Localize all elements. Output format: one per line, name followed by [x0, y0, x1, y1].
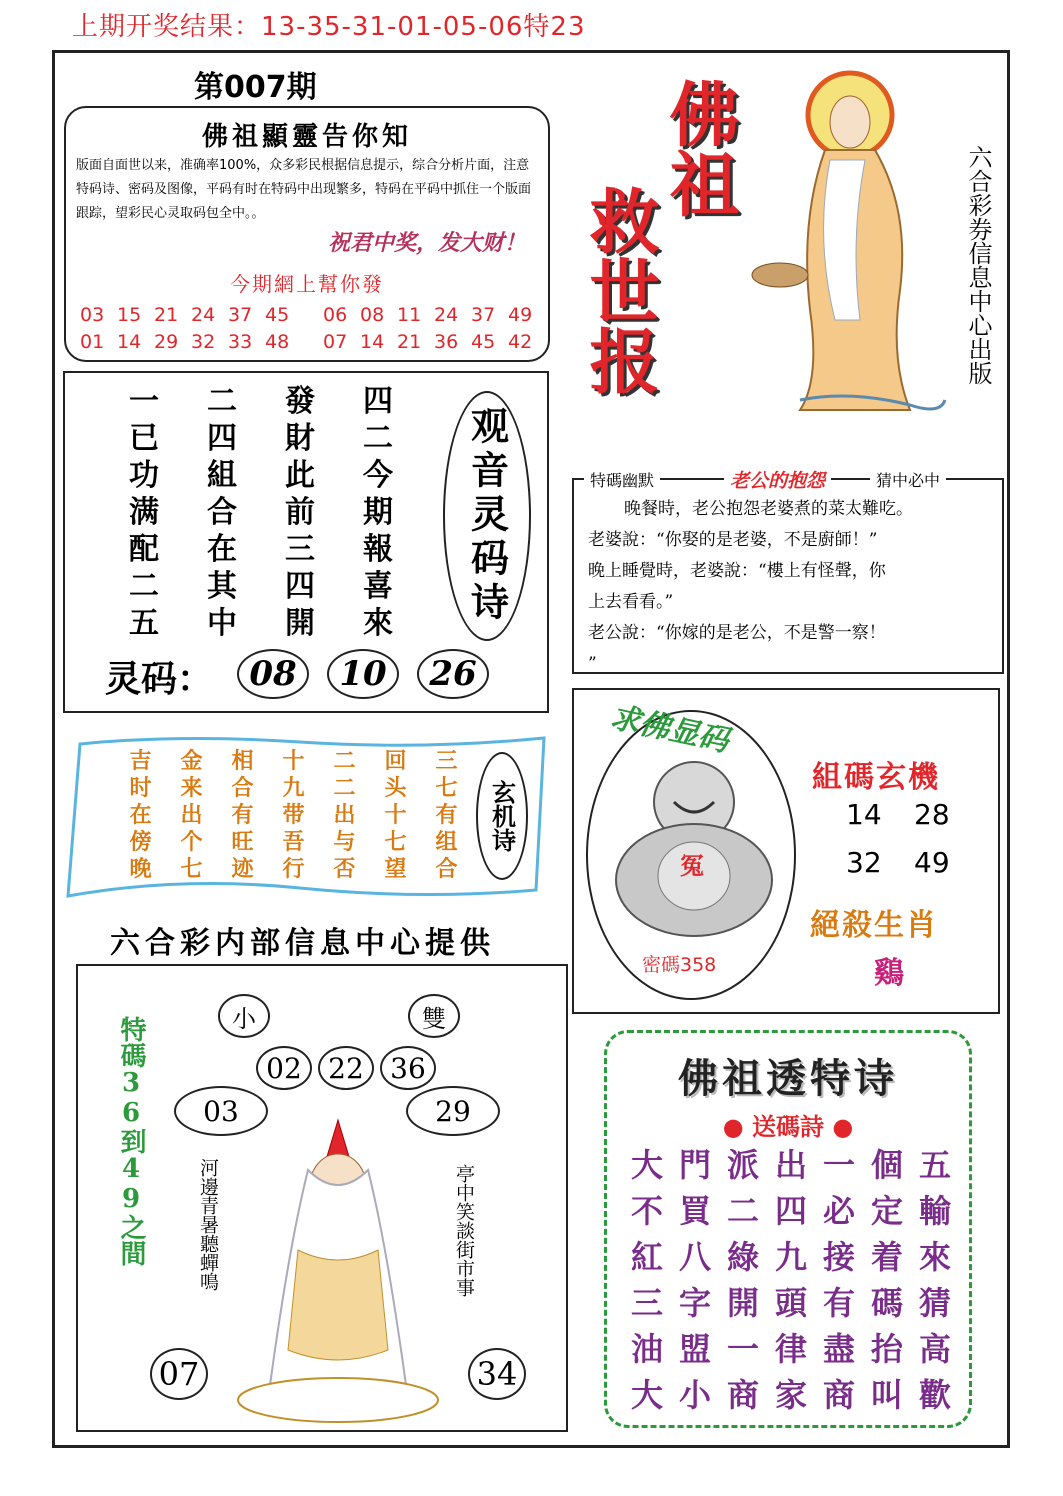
tou-te-char: 三: [630, 1284, 663, 1322]
notice-body: 版面自面世以来，准确率100%，众多彩民根据信息提示，综合分析片面，注意特码诗、密码及图像，平码有时在特码中出现繁多，特码在平码中抓住一个版面跟踪，望彩民心灵取码包全中。。: [76, 158, 532, 221]
poem-char: 一: [129, 384, 159, 419]
notice-title: 佛祖顯靈告你知: [201, 122, 412, 152]
poem-char: 報: [363, 532, 393, 567]
xuanji-char: 晚: [129, 856, 152, 882]
number: 24: [191, 304, 216, 326]
poem-char: 二: [207, 384, 237, 419]
tou-te-char: 派: [726, 1146, 759, 1184]
tou-te-char: 個: [870, 1146, 903, 1184]
tou-te-char: 綠: [726, 1238, 759, 1276]
xuanji-char: 吉: [129, 748, 152, 774]
xuanji-char: 回: [384, 748, 407, 774]
poem-grid: [105, 385, 417, 640]
xuanji-char: 相: [231, 748, 254, 774]
xuanji-column: [319, 748, 370, 883]
tou-te-char: 開: [726, 1284, 759, 1322]
number: 06: [323, 304, 348, 326]
xuanji-char: 七: [180, 856, 203, 882]
tou-te-char: 叫: [870, 1376, 903, 1414]
tou-te-char: 出: [774, 1146, 807, 1184]
humor-tag-right: 猜中必中: [870, 468, 946, 491]
verse-right: 亭中笑談街市事: [453, 1164, 475, 1297]
humor-line: 晚上睡覺時，老婆說：“樓上有怪聲，你: [588, 561, 886, 581]
xuanji-char: 有: [435, 802, 458, 828]
xuanji-char: 迹: [231, 856, 254, 882]
humor-title: 老公的抱怨: [724, 466, 831, 493]
poem-char: 組: [207, 458, 237, 493]
xuanji-column: [370, 748, 421, 883]
tou-te-char: 大: [630, 1146, 663, 1184]
number: 21: [397, 331, 422, 353]
tou-te-char: 八: [678, 1238, 711, 1276]
guanyin-poem-box: [63, 371, 549, 713]
poem-char: 二: [363, 421, 393, 456]
tou-te-char: 買: [678, 1192, 711, 1230]
small-label: 小: [218, 994, 270, 1038]
special-number: 29: [406, 1086, 500, 1136]
tou-te-char: 接: [822, 1238, 855, 1276]
tou-te-char: 一: [726, 1330, 759, 1368]
number: 32: [191, 331, 216, 353]
tou-te-char: 二: [726, 1192, 759, 1230]
xuanji-column: [217, 748, 268, 883]
guanyin-poem-label: 观音灵码诗: [443, 391, 531, 641]
lingma-number: 10: [327, 649, 399, 699]
poem-char: 前: [285, 495, 315, 530]
tou-te-char: 五: [918, 1146, 951, 1184]
xuanji-char: 时: [129, 775, 152, 801]
tou-te-title: 佛祖透特诗: [678, 1055, 898, 1102]
tou-te-char: 必: [822, 1192, 855, 1230]
help-numbers: [80, 302, 540, 356]
buddha-box: [572, 688, 1000, 1014]
help-numbers-row-1: [80, 302, 540, 329]
xuanji-char: 十: [282, 748, 305, 774]
number: 14: [117, 331, 142, 353]
number: 08: [360, 304, 385, 326]
tou-te-char: 輸: [918, 1192, 951, 1230]
number: 42: [508, 331, 533, 353]
notice-wish: 祝君中奖，发大财！: [327, 230, 526, 256]
lingma-number: 26: [417, 649, 489, 699]
lingma-number: 08: [237, 649, 309, 699]
number: 14: [360, 331, 385, 353]
poem-char: 三: [285, 532, 315, 567]
number: 36: [434, 331, 459, 353]
xuanji-char: 十: [384, 802, 407, 828]
publisher-text: 六合彩券信息中心出版: [964, 145, 992, 385]
humor-line: ”: [588, 654, 597, 674]
xuanji-char: 傍: [129, 829, 152, 855]
tou-te-char: 油: [630, 1330, 663, 1368]
tou-te-grid: [623, 1145, 959, 1415]
kill-title: 絕殺生肖: [810, 908, 938, 943]
poem-char: 合: [207, 495, 237, 530]
xuanji-char: 合: [231, 775, 254, 801]
verse-left: 河邊青暑聽蟬鳴: [197, 1158, 219, 1291]
xuanji-column: [166, 748, 217, 883]
poem-char: 四: [363, 384, 393, 419]
last-result: 上期开奖结果：13-35-31-01-05-06特23: [72, 12, 586, 42]
xuanji-char: 吾: [282, 829, 305, 855]
tou-te-char: 四: [774, 1192, 807, 1230]
xuanji-label: 玄机诗: [476, 752, 528, 880]
poem-char: 喜: [363, 569, 393, 604]
number: 48: [265, 331, 290, 353]
humor-line: 上去看看。”: [588, 592, 674, 612]
tou-te-char: 來: [918, 1238, 951, 1276]
number: 37: [471, 304, 496, 326]
special-number: 02: [256, 1046, 312, 1090]
xuanji-char: 头: [384, 775, 407, 801]
buddha-stamp: 冤: [680, 851, 704, 880]
xuanji-column: [421, 748, 472, 883]
poem-char: 在: [207, 532, 237, 567]
number: 21: [154, 304, 179, 326]
poem-char: 已: [129, 421, 159, 456]
number: 49: [508, 304, 533, 326]
poem-char: 五: [129, 606, 159, 641]
special-box: [76, 964, 568, 1432]
number: 24: [434, 304, 459, 326]
tou-te-char: 抬: [870, 1330, 903, 1368]
xuanji-char: 有: [231, 802, 254, 828]
buddha-code: 密碼358: [642, 954, 717, 976]
special-number: 34: [468, 1348, 526, 1400]
xuanji-char: 否: [333, 856, 356, 882]
humor-line: 老婆說：“你娶的是老婆，不是廚師！”: [588, 530, 878, 550]
tou-te-char: 大: [630, 1376, 663, 1414]
tou-te-char: 歡: [918, 1376, 951, 1414]
xuanji-char: 金: [180, 748, 203, 774]
lingma-label: 灵码：: [105, 658, 214, 700]
number: 01: [80, 331, 105, 353]
xuanji-char: 二: [333, 775, 356, 801]
combo-number: 49: [914, 846, 950, 879]
tou-te-char: 九: [774, 1238, 807, 1276]
xuanji-char: 二: [333, 748, 356, 774]
tou-te-char: 定: [870, 1192, 903, 1230]
special-number: 03: [174, 1086, 268, 1136]
xuanji-char: 来: [180, 775, 203, 801]
special-number: 07: [150, 1348, 208, 1400]
poem-char: 此: [285, 458, 315, 493]
xuanji-char: 组: [435, 829, 458, 855]
tou-te-char: 字: [678, 1284, 711, 1322]
xuanji-column: [268, 748, 319, 883]
poem-char: 配: [129, 532, 159, 567]
masthead-title-1: 佛祖: [658, 78, 741, 218]
number: 07: [323, 331, 348, 353]
combo-number: 14: [846, 798, 882, 831]
xuanji-char: 与: [333, 829, 356, 855]
xuanji-char: 带: [282, 802, 305, 828]
tou-te-sub-text: 送碼詩: [752, 1112, 824, 1141]
poem-char: 四: [207, 421, 237, 456]
tou-te-char: 小: [678, 1376, 711, 1414]
combo-number: 32: [846, 846, 882, 879]
xuanji-char: 旺: [231, 829, 254, 855]
special-range: 特碼36到49之間: [116, 1016, 146, 1266]
xuanji-char: 行: [282, 856, 305, 882]
number: 45: [471, 331, 496, 353]
poem-char: 開: [285, 606, 315, 641]
xuanji-char: 出: [180, 802, 203, 828]
tou-te-char: 商: [822, 1376, 855, 1414]
number: 33: [228, 331, 253, 353]
special-number: 36: [380, 1046, 436, 1090]
poem-char: 四: [285, 569, 315, 604]
notice-box: [64, 106, 550, 362]
poem-char: 功: [129, 458, 159, 493]
masthead-title-2: 救世报: [578, 185, 661, 395]
special-number: 22: [318, 1046, 374, 1090]
xuanji-column: [115, 748, 166, 883]
tou-te-char: 盟: [678, 1330, 711, 1368]
xuanji-grid: [115, 748, 472, 883]
provider-text: 六合彩内部信息中心提供: [110, 926, 495, 961]
humor-box: [572, 470, 1004, 674]
guanyin-standing-image: [740, 60, 950, 420]
tou-te-box: [604, 1030, 972, 1428]
humor-text: [588, 494, 994, 680]
tou-te-char: 律: [774, 1330, 807, 1368]
kill-zodiac: 鷄: [874, 956, 904, 991]
tou-te-char: 家: [774, 1376, 807, 1414]
guanyin-seated-image: [228, 1100, 448, 1430]
xuanji-char: 三: [435, 748, 458, 774]
help-numbers-row-2: [80, 329, 540, 356]
tou-te-char: 門: [678, 1146, 711, 1184]
number: 29: [154, 331, 179, 353]
number: 45: [265, 304, 290, 326]
combo-number: 28: [914, 798, 950, 831]
combo-title: 組碼玄機: [812, 760, 940, 795]
xuanji-char: 七: [384, 829, 407, 855]
xuanji-char: 在: [129, 802, 152, 828]
buddha-title: 求佛显码: [606, 699, 732, 760]
xuanji-char: 个: [180, 829, 203, 855]
tou-te-char: 一: [822, 1146, 855, 1184]
tou-te-char: 不: [630, 1192, 663, 1230]
xuanji-char: 望: [384, 856, 407, 882]
tou-te-char: 紅: [630, 1238, 663, 1276]
humor-line: 老公說：“你嫁的是老公，不是警一察！: [588, 623, 886, 643]
number: 15: [117, 304, 142, 326]
tou-te-char: 猜: [918, 1284, 951, 1322]
poem-char: 今: [363, 458, 393, 493]
tou-te-char: 高: [918, 1330, 951, 1368]
xuanji-char: 九: [282, 775, 305, 801]
poem-char: 其: [207, 569, 237, 604]
double-label: 雙: [408, 994, 460, 1038]
poem-char: 發: [285, 384, 315, 419]
number: 11: [397, 304, 422, 326]
tou-te-char: 盡: [822, 1330, 855, 1368]
number: 37: [228, 304, 253, 326]
poem-char: 期: [363, 495, 393, 530]
tou-te-char: 有: [822, 1284, 855, 1322]
poem-char: 中: [207, 606, 237, 641]
tou-te-char: 商: [726, 1376, 759, 1414]
xuanji-char: 七: [435, 775, 458, 801]
help-title: 今期網上幫你發: [230, 272, 384, 296]
poem-char: 來: [363, 606, 393, 641]
number: 03: [80, 304, 105, 326]
humor-line: 晚餐時，老公抱怨老婆煮的菜太難吃。: [624, 499, 913, 519]
xuanji-char: 出: [333, 802, 356, 828]
tou-te-char: 頭: [774, 1284, 807, 1322]
tou-te-sub: ● 送碼詩 ●: [722, 1112, 854, 1141]
tou-te-char: 着: [870, 1238, 903, 1276]
laughing-buddha-image: [602, 750, 782, 940]
poem-char: 財: [285, 421, 315, 456]
issue-number: 第007期: [194, 70, 317, 105]
poem-char: 满: [129, 495, 159, 530]
xuanji-char: 合: [435, 856, 458, 882]
poem-char: 二: [129, 569, 159, 604]
tou-te-char: 碼: [870, 1284, 903, 1322]
humor-tag-left: 特碼幽默: [584, 468, 660, 491]
